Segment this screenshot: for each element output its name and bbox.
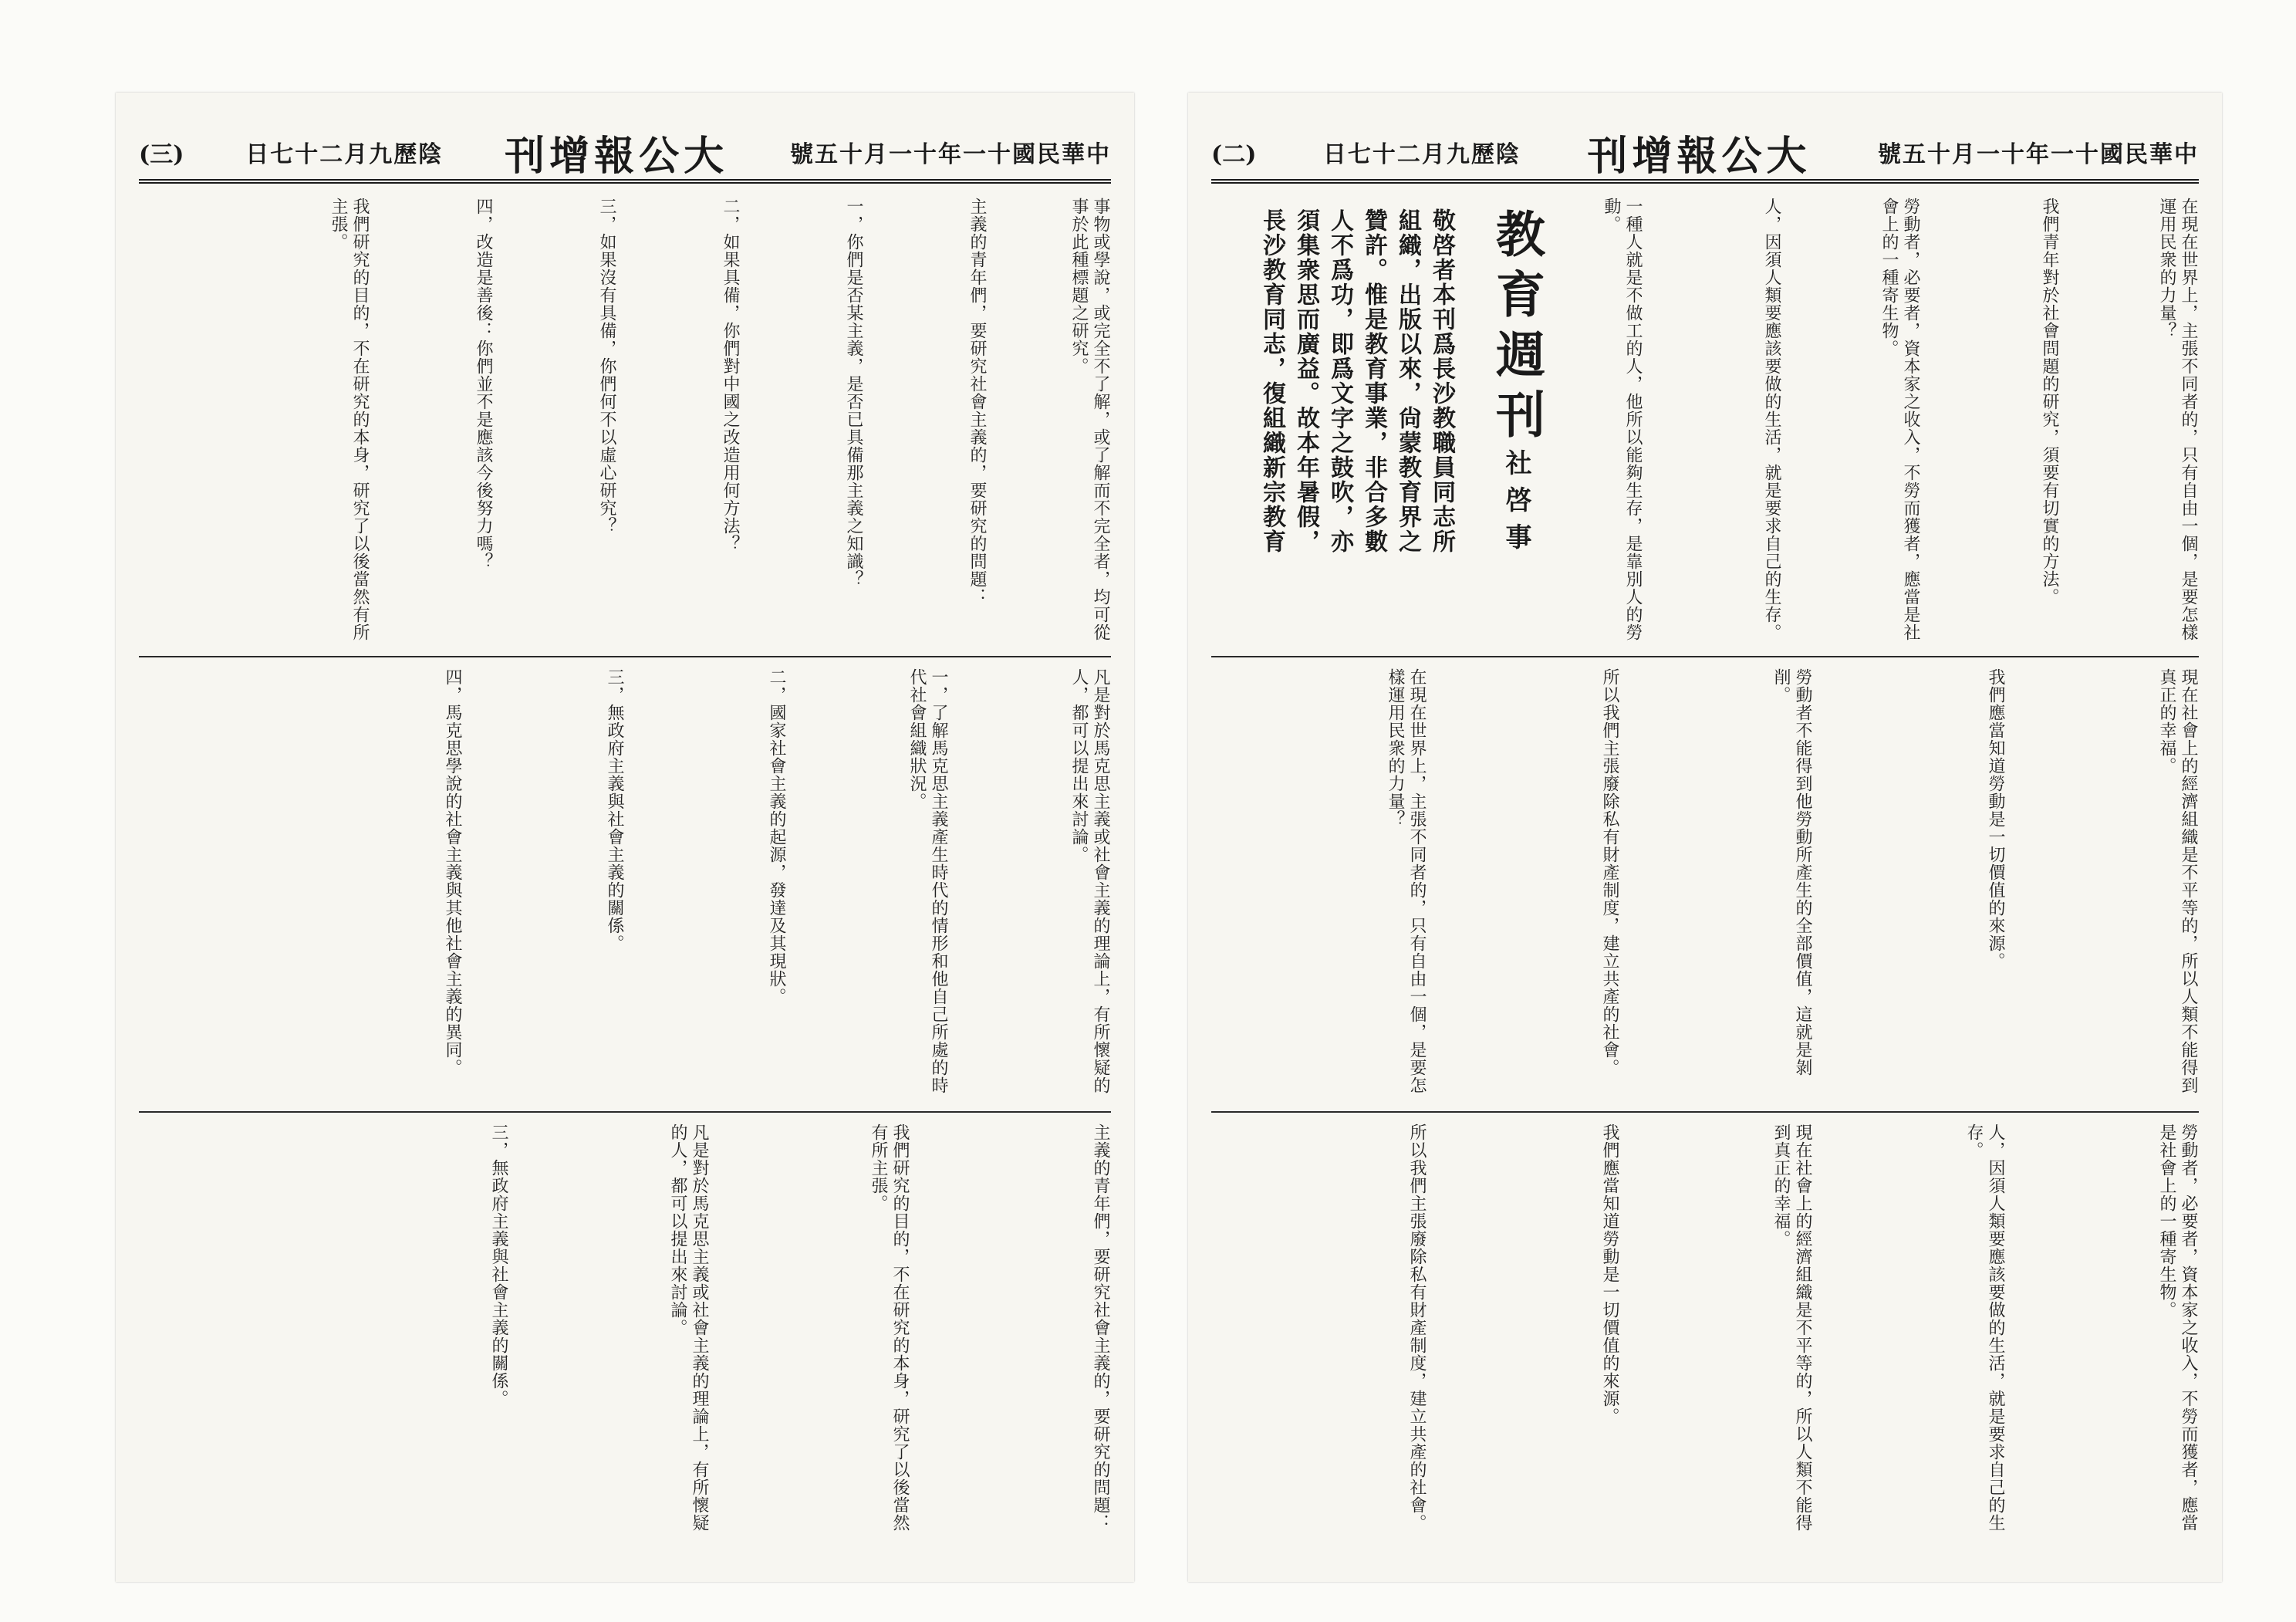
text-column: 四，改造是善後：你們並不是應該今後努力嗎？ <box>474 198 493 570</box>
text-column: 一，你們是否某主義，是否已具備那主義之知識？ <box>844 198 863 588</box>
newspaper-title: 刊增報公大 <box>505 132 729 180</box>
text-column: 主義的青年們，要研究社會主義的，要研究的問題： <box>1091 1124 1110 1532</box>
text-column: 三，如果沒有具備，你們何不以虛心研究？ <box>597 198 616 535</box>
text-column: 二，國家社會主義的起源，發達及其現狀。 <box>767 668 786 1005</box>
text-column: 所以我們主張廢除私有財產制度，建立共產的社會。 <box>1600 668 1619 1076</box>
text-band <box>139 664 1111 1113</box>
gregorian-date: 號五十月一十年一十國民華中 <box>1878 141 2199 168</box>
text-column: 勞動者，必要者，資本家之收入，不勞而獲者，應當是社會上的一種寄生物。 <box>2157 1124 2198 1532</box>
text-column: 一，了解馬克思主義產生時代的情形和他自己所處的時代社會組織狀況。 <box>907 668 948 1094</box>
text-band <box>139 1119 1111 1551</box>
editorial-notice: 敬啓者本刊爲長沙教職員同志所組織，出版以來，尙蒙教育界之贊許。惟是教育事業，非合多數人不爲功，即爲文字之鼓吹，亦須集衆思而廣益。故本年暑假，長沙教育同志，復組織新宗教育 <box>1258 208 1455 554</box>
text-column: 在現在世界上，主張不同者的，只有自由一個，是要怎樣運用民衆的力量？ <box>2157 198 2198 641</box>
page-number: (三) <box>139 141 184 168</box>
article-headline <box>1466 208 1551 571</box>
text-column: 所以我們主張廢除私有財產制度，建立共產的社會。 <box>1407 1124 1427 1532</box>
newspaper-title: 刊增報公大 <box>1587 132 1811 180</box>
text-band <box>1211 193 2199 657</box>
text-column: 事物或學說，或完全不了解，或了解而不完全者，均可從事於此種標題之研究。 <box>1069 198 1110 641</box>
headline-main: 教育週刊 <box>1487 208 1545 449</box>
text-column: 在現在世界上，主張不同者的，只有自由一個，是要怎樣運用民衆的力量？ <box>1386 668 1427 1094</box>
text-column: 主義的青年們，要研究社會主義的，要研究的問題： <box>967 198 987 606</box>
masthead <box>139 125 1111 184</box>
text-column: 人，因須人類要應該要做的生活，就是要求自己的生存。 <box>1964 1124 2005 1532</box>
page-two <box>1188 93 2222 1582</box>
text-column: 四，馬克思學說的社會主義與其他社會主義的異同。 <box>443 668 462 1076</box>
text-column: 一種人就是不做工的人，他所以能夠生存，是靠別人的勞動。 <box>1602 198 1643 641</box>
text-band <box>1211 1119 2199 1551</box>
page-three <box>116 93 1134 1582</box>
text-column: 三，無政府主義與社會主義的關係。 <box>489 1124 508 1407</box>
text-band <box>1211 664 2199 1113</box>
text-column: 我們青年對於社會問題的研究，須要有切實的方法。 <box>2040 198 2059 606</box>
text-column: 我們應當知道勞動是一切價值的來源。 <box>1986 668 2005 970</box>
page-number: (二) <box>1211 141 1257 168</box>
text-column: 勞動者，必要者，資本家之收入，不勞而獲者，應當是社會上的一種寄生物。 <box>1879 198 1920 641</box>
text-column: 我們應當知道勞動是一切價值的來源。 <box>1600 1124 1619 1425</box>
page-body <box>139 193 1111 1559</box>
text-column: 二，如果具備，你們對中國之改造用何方法？ <box>721 198 740 552</box>
text-column: 現在社會上的經濟組織是不平等的，所以人類不能得到真正的幸福。 <box>1771 1124 1812 1532</box>
text-column: 三，無政府主義與社會主義的關係。 <box>605 668 624 952</box>
headline-sub: 社啓事 <box>1501 449 1531 560</box>
masthead <box>1211 125 2199 184</box>
text-band <box>139 193 1111 657</box>
text-column: 現在社會上的經濟組織是不平等的，所以人類不能得到真正的幸福。 <box>2157 668 2198 1094</box>
text-column: 我們研究的目的，不在研究的本身，研究了以後當然有所主張。 <box>329 198 370 641</box>
text-column: 我們研究的目的，不在研究的本身，研究了以後當然有所主張。 <box>869 1124 910 1532</box>
lunar-date: 日七十二月九歷陰 <box>1322 141 1521 168</box>
lunar-date: 日七十二月九歷陰 <box>245 141 444 168</box>
text-column: 人，因須人類要應該要做的生活，就是要求自己的生存。 <box>1762 198 1781 641</box>
text-column: 凡是對於馬克思主義或社會主義的理論上，有所懷疑的人，都可以提出來討論。 <box>668 1124 709 1532</box>
gregorian-date: 號五十月一十年一十國民華中 <box>789 141 1111 168</box>
text-column: 勞動者不能得到他勞動所產生的全部價值，這就是剝削。 <box>1771 668 1812 1076</box>
page-body <box>1211 193 2199 1559</box>
text-column: 凡是對於馬克思主義或社會主義的理論上，有所懷疑的人，都可以提出來討論。 <box>1069 668 1110 1094</box>
